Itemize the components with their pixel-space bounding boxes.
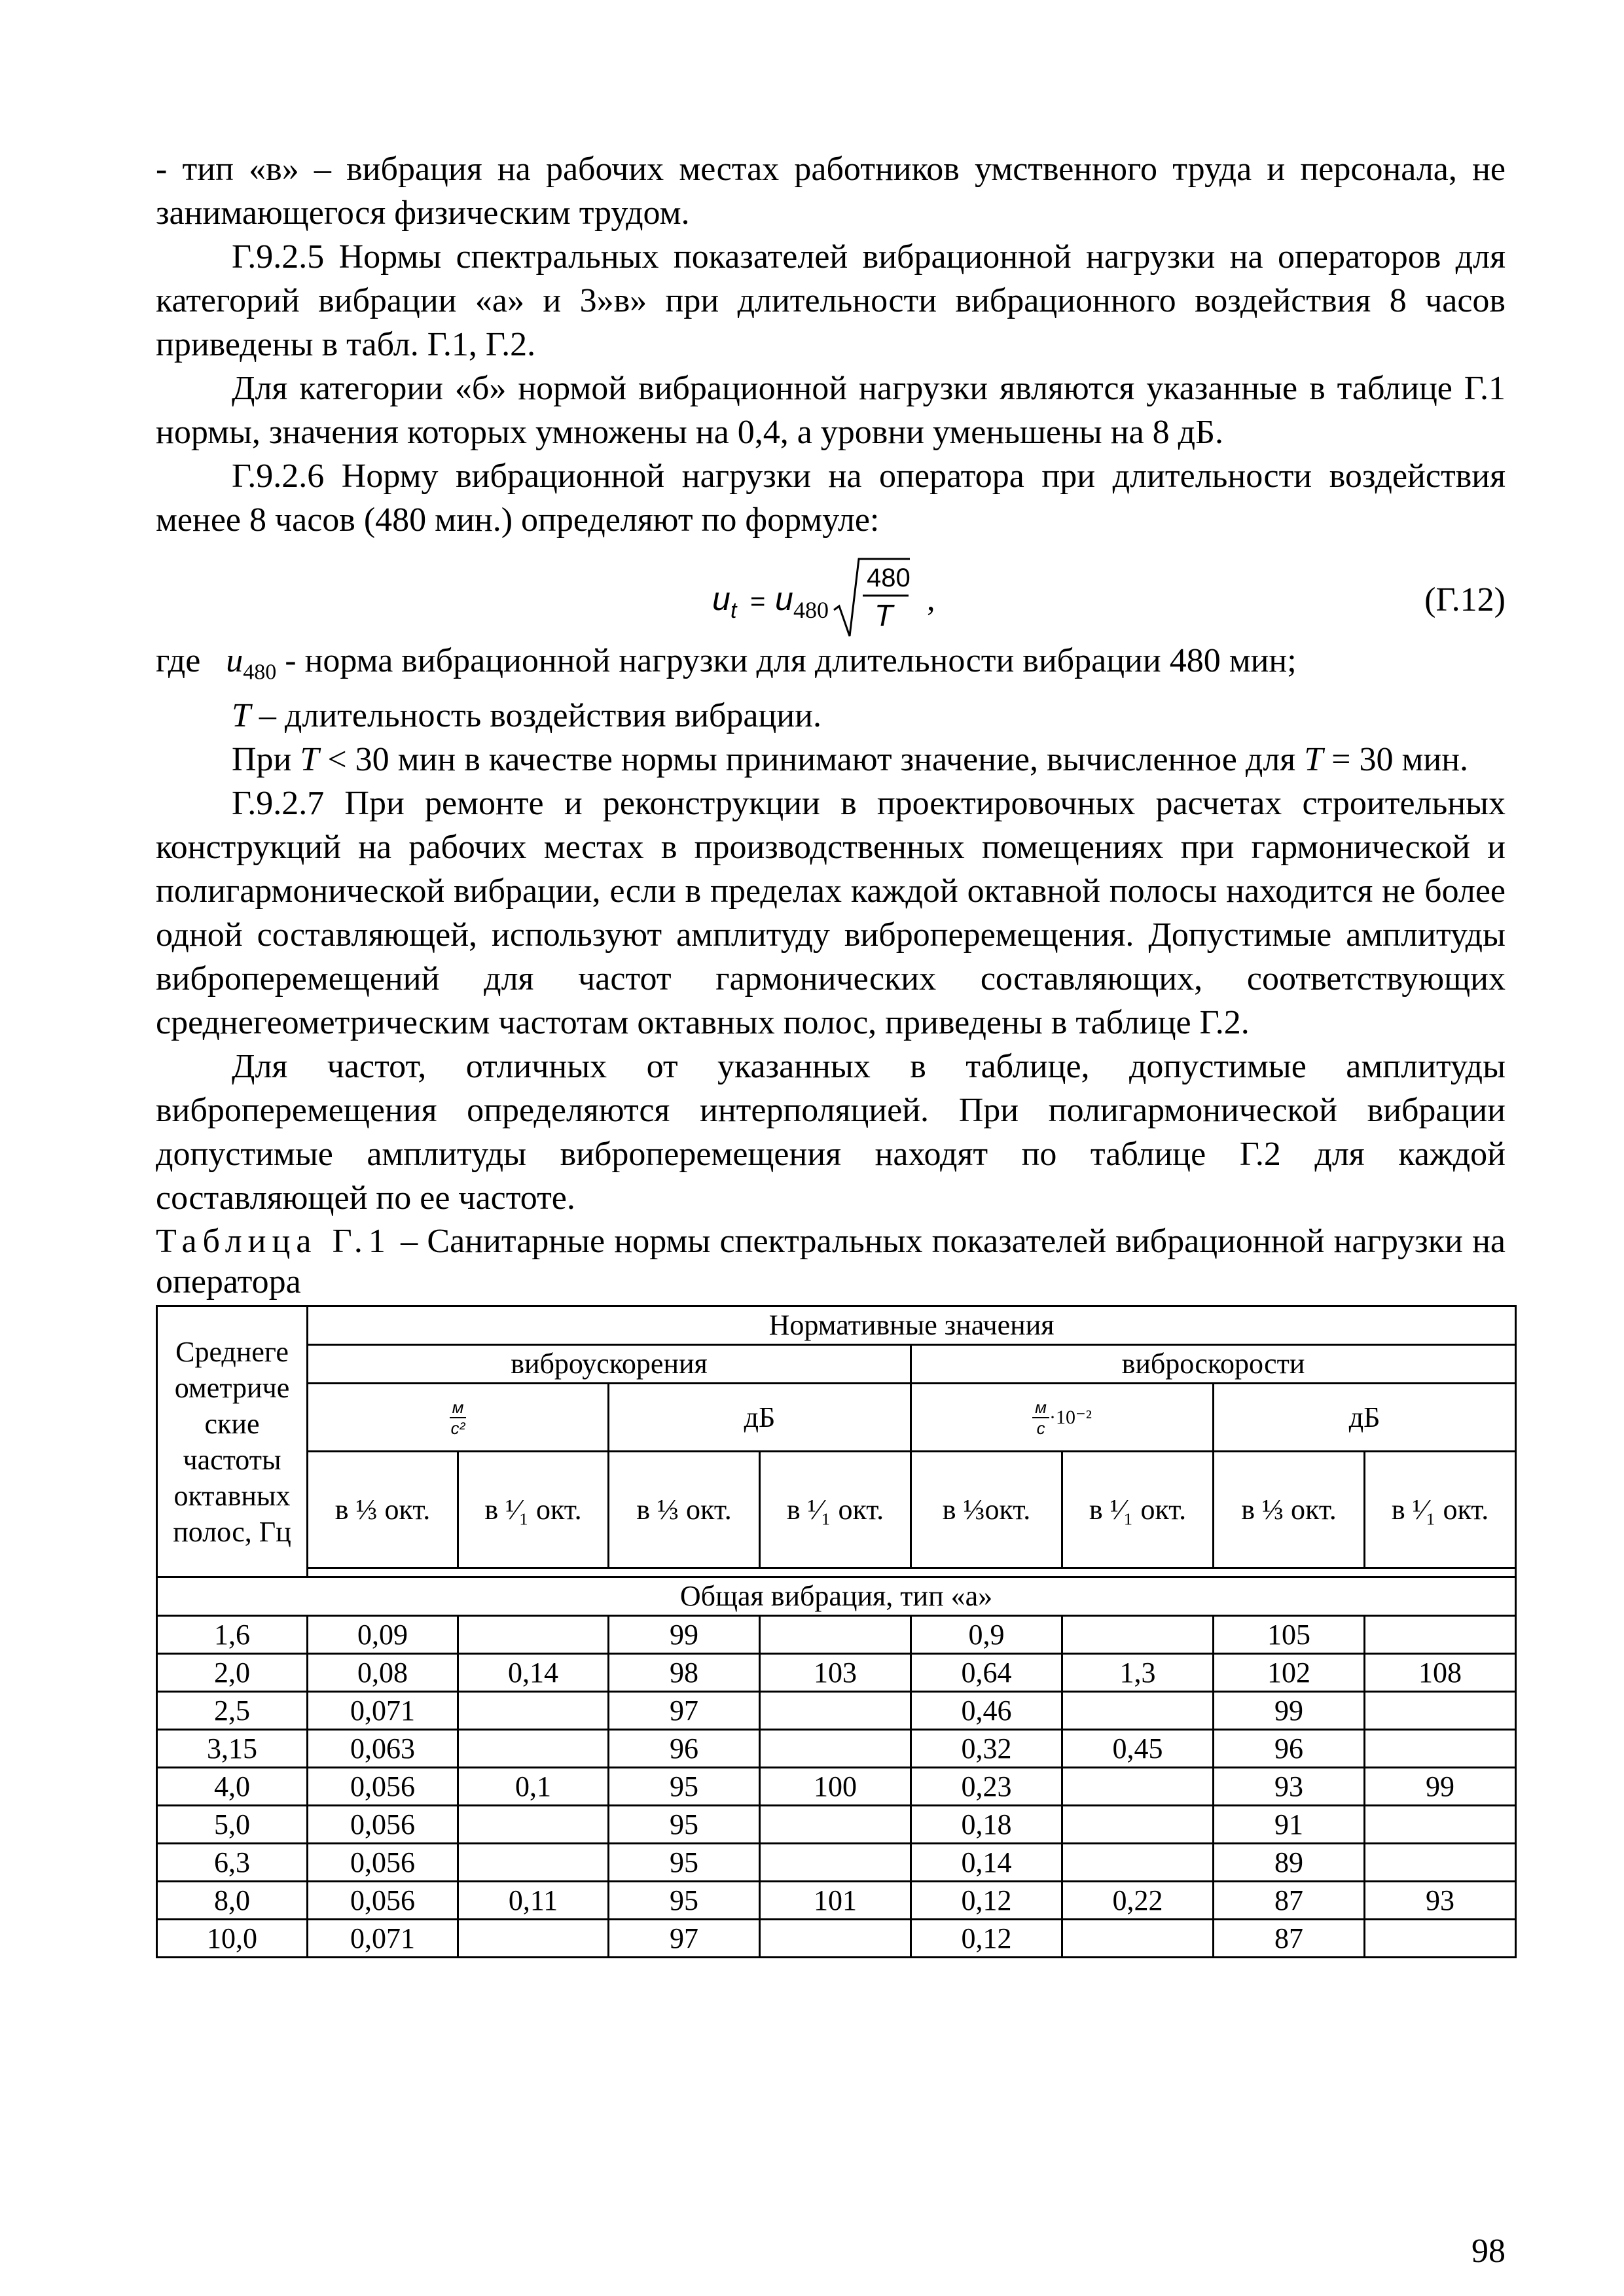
paragraph-g925: Г.9.2.5 Нормы спектральных показателей вибрационной нагрузки на операторов для категорий вибрации «а» и 3»в» при длительности вибрационного воздействия 8 часов приведены в табл. Г.1, Г.2. xyxy=(156,238,1506,363)
formula-rhs: u xyxy=(775,581,793,617)
p5-t-symbol-2: T xyxy=(1304,741,1324,779)
value-cell: 0,063 xyxy=(308,1730,458,1768)
frequency-cell: 1,6 xyxy=(157,1616,308,1654)
where-prefix: где xyxy=(156,642,201,679)
value-cell: 99 xyxy=(1214,1692,1365,1730)
value-cell: 0,14 xyxy=(458,1654,609,1692)
velocity-unit-num: м xyxy=(1032,1397,1049,1418)
header-accel-db: дБ xyxy=(609,1384,911,1452)
page-content xyxy=(156,147,1506,1958)
paragraph-g927: Г.9.2.7 При ремонте и реконструкции в проектировочных расчетах строительных конструкций на рабочих местах в производственных помещениях при гармонической и полигармонической вибрации, если в пределах каждой октавной полосы находится не более одной составляющей, используют амплитуду виброперемещения. Допустимые амплитуды виброперемещений для частот гармонических составляющих, соответствующих среднегеометрическим частотам октавных полос, приведены в таблице Г.2. xyxy=(156,785,1506,1042)
value-cell: 101 xyxy=(760,1882,911,1920)
value-cell: 96 xyxy=(1214,1730,1365,1768)
section-general-vibration: Общая вибрация, тип «а» xyxy=(157,1577,1516,1616)
value-cell: 0,64 xyxy=(911,1654,1062,1692)
formula-block xyxy=(156,545,1506,643)
table-caption xyxy=(156,1221,1506,1302)
value-cell: 0,071 xyxy=(308,1920,458,1958)
table-caption-label: Таблица Г.1 xyxy=(156,1223,391,1261)
value-cell: 0,46 xyxy=(911,1692,1062,1730)
value-cell xyxy=(1062,1616,1214,1654)
header-normative-values: Нормативные значения xyxy=(308,1306,1516,1345)
value-cell xyxy=(760,1692,911,1730)
paragraph-t-less-30 xyxy=(156,738,1506,781)
header-spacer xyxy=(308,1568,1516,1577)
formula-equals: = xyxy=(750,587,766,616)
formula-comma: , xyxy=(927,581,935,617)
value-cell: 0,22 xyxy=(1062,1882,1214,1920)
frequency-cell: 4,0 xyxy=(157,1768,308,1806)
value-cell: 0,12 xyxy=(911,1920,1062,1958)
formula-numerator: 480 xyxy=(867,564,911,592)
velocity-unit-fraction xyxy=(1032,1397,1049,1438)
table-row xyxy=(157,1730,1516,1768)
frequency-cell: 2,0 xyxy=(157,1654,308,1692)
p5-text-a: При xyxy=(232,741,300,779)
subheader-cell: в ¹⁄₁ окт. xyxy=(458,1452,609,1568)
header-velocity-db: дБ xyxy=(1214,1384,1516,1452)
value-cell xyxy=(458,1806,609,1844)
value-cell xyxy=(1062,1768,1214,1806)
header-acceleration: виброускорения xyxy=(308,1345,911,1384)
header-accel-unit xyxy=(308,1384,609,1452)
table-row xyxy=(157,1768,1516,1806)
value-cell: 97 xyxy=(609,1920,760,1958)
table-row xyxy=(157,1654,1516,1692)
value-cell xyxy=(458,1920,609,1958)
value-cell: 0,056 xyxy=(308,1882,458,1920)
value-cell: 89 xyxy=(1214,1844,1365,1882)
accel-unit-num: м xyxy=(450,1397,467,1418)
value-cell xyxy=(1365,1920,1516,1958)
value-cell xyxy=(458,1844,609,1882)
value-cell: 0,08 xyxy=(308,1654,458,1692)
value-cell: 95 xyxy=(609,1768,760,1806)
value-cell: 93 xyxy=(1214,1768,1365,1806)
value-cell xyxy=(1365,1844,1516,1882)
value-cell xyxy=(458,1730,609,1768)
paragraph-interpolation: Для частот, отличных от указанных в таблице, допустимые амплитуды виброперемещения определяются интерполяцией. При полигармонической вибрации допустимые амплитуды виброперемещения находят по таблице Г.2 для каждой составляющей по ее частоте. xyxy=(156,1048,1506,1217)
value-cell xyxy=(1365,1730,1516,1768)
formula-g12 xyxy=(706,545,981,643)
value-cell: 93 xyxy=(1365,1882,1516,1920)
where-definition-1: - норма вибрационной нагрузки для длительности вибрации 480 мин; xyxy=(276,642,1297,679)
frequency-cell: 6,3 xyxy=(157,1844,308,1882)
value-cell: 105 xyxy=(1214,1616,1365,1654)
value-cell xyxy=(1062,1692,1214,1730)
table-row xyxy=(157,1806,1516,1844)
value-cell: 0,056 xyxy=(308,1844,458,1882)
value-cell: 0,23 xyxy=(911,1768,1062,1806)
velocity-unit-factor: ·10⁻² xyxy=(1049,1406,1092,1428)
value-cell: 95 xyxy=(609,1882,760,1920)
value-cell xyxy=(760,1730,911,1768)
table-g1 xyxy=(156,1305,1517,1958)
accel-unit-fraction xyxy=(450,1397,467,1438)
header-velocity-unit xyxy=(911,1384,1214,1452)
formula-number: (Г.12) xyxy=(1424,581,1506,619)
u480-subscript: 480 xyxy=(243,660,277,685)
value-cell: 97 xyxy=(609,1692,760,1730)
value-cell: 0,11 xyxy=(458,1882,609,1920)
value-cell xyxy=(458,1692,609,1730)
table-body xyxy=(157,1616,1516,1958)
table-row xyxy=(157,1616,1516,1654)
p5-text-c: = 30 мин. xyxy=(1323,741,1469,779)
frequency-cell: 5,0 xyxy=(157,1806,308,1844)
value-cell: 99 xyxy=(609,1616,760,1654)
value-cell xyxy=(760,1806,911,1844)
value-cell xyxy=(760,1920,911,1958)
value-cell: 87 xyxy=(1214,1920,1365,1958)
value-cell: 0,09 xyxy=(308,1616,458,1654)
where-line-2 xyxy=(156,694,1506,738)
subheader-cell: в ¹⁄₁ окт. xyxy=(1365,1452,1516,1568)
subheader-cell: в ¹⁄₁ окт. xyxy=(1062,1452,1214,1568)
p5-t-symbol-1: T xyxy=(300,741,319,779)
value-cell: 98 xyxy=(609,1654,760,1692)
formula-lhs-sub: t xyxy=(731,598,737,623)
where-definition-2: – длительность воздействия вибрации. xyxy=(250,697,821,735)
paragraph-type-v: - тип «в» – вибрация на рабочих местах работников умственного труда и персонала, не занимающегося физическим трудом. xyxy=(156,151,1506,232)
frequency-cell: 3,15 xyxy=(157,1730,308,1768)
subheader-cell: в ⅓ окт. xyxy=(1214,1452,1365,1568)
subheader-cell: в ⅓ окт. xyxy=(609,1452,760,1568)
value-cell: 0,071 xyxy=(308,1692,458,1730)
value-cell: 99 xyxy=(1365,1768,1516,1806)
value-cell xyxy=(1062,1920,1214,1958)
velocity-unit-den: с xyxy=(1036,1418,1045,1438)
value-cell: 96 xyxy=(609,1730,760,1768)
value-cell: 95 xyxy=(609,1806,760,1844)
header-frequency: Среднеге ометриче ские частоты октавных полос, Гц xyxy=(157,1306,308,1577)
p5-text-b: < 30 мин в качестве нормы принимают значение, вычисленное для xyxy=(319,741,1305,779)
subheader-cell: в ⅓окт. xyxy=(911,1452,1062,1568)
value-cell: 0,45 xyxy=(1062,1730,1214,1768)
value-cell xyxy=(1365,1692,1516,1730)
value-cell xyxy=(1062,1806,1214,1844)
value-cell: 100 xyxy=(760,1768,911,1806)
value-cell: 0,12 xyxy=(911,1882,1062,1920)
table-row xyxy=(157,1692,1516,1730)
paragraph-g926: Г.9.2.6 Норму вибрационной нагрузки на оператора при длительности воздействия менее 8 часов (480 мин.) определяют по формуле: xyxy=(156,457,1506,539)
value-cell: 108 xyxy=(1365,1654,1516,1692)
frequency-cell: 8,0 xyxy=(157,1882,308,1920)
formula-lhs: u xyxy=(712,581,731,617)
subheader-cell: в ¹⁄₁ окт. xyxy=(760,1452,911,1568)
value-cell xyxy=(1365,1616,1516,1654)
frequency-cell: 2,5 xyxy=(157,1692,308,1730)
page-number: 98 xyxy=(1471,2233,1506,2270)
formula-rhs-sub: 480 xyxy=(793,597,829,623)
value-cell: 0,9 xyxy=(911,1616,1062,1654)
u480-symbol: u xyxy=(226,642,244,679)
value-cell: 0,056 xyxy=(308,1768,458,1806)
value-cell: 91 xyxy=(1214,1806,1365,1844)
value-cell xyxy=(760,1844,911,1882)
value-cell: 0,14 xyxy=(911,1844,1062,1882)
table-row xyxy=(157,1844,1516,1882)
table-caption-text: – Санитарные нормы спектральных показателей вибрационной нагрузки на оператора xyxy=(156,1223,1506,1301)
value-cell: 87 xyxy=(1214,1882,1365,1920)
accel-unit-den: с² xyxy=(450,1418,465,1438)
value-cell: 102 xyxy=(1214,1654,1365,1692)
value-cell: 103 xyxy=(760,1654,911,1692)
table-row xyxy=(157,1882,1516,1920)
value-cell xyxy=(458,1616,609,1654)
formula-denominator: T xyxy=(875,598,893,632)
value-cell: 0,056 xyxy=(308,1806,458,1844)
value-cell xyxy=(1062,1844,1214,1882)
value-cell xyxy=(760,1616,911,1654)
frequency-cell: 10,0 xyxy=(157,1920,308,1958)
t-symbol: T xyxy=(232,697,251,735)
value-cell: 1,3 xyxy=(1062,1654,1214,1692)
value-cell: 95 xyxy=(609,1844,760,1882)
subheader-cell: в ⅓ окт. xyxy=(308,1452,458,1568)
where-line-1 xyxy=(156,639,1506,694)
value-cell: 0,1 xyxy=(458,1768,609,1806)
value-cell: 0,32 xyxy=(911,1730,1062,1768)
header-velocity: виброскорости xyxy=(911,1345,1516,1384)
value-cell xyxy=(1365,1806,1516,1844)
paragraph-category-b: Для категории «б» нормой вибрационной нагрузки являются указанные в таблице Г.1 нормы, значения которых умножены на 0,4, а уровни уменьшены на 8 дБ. xyxy=(156,370,1506,451)
value-cell: 0,18 xyxy=(911,1806,1062,1844)
table-row xyxy=(157,1920,1516,1958)
